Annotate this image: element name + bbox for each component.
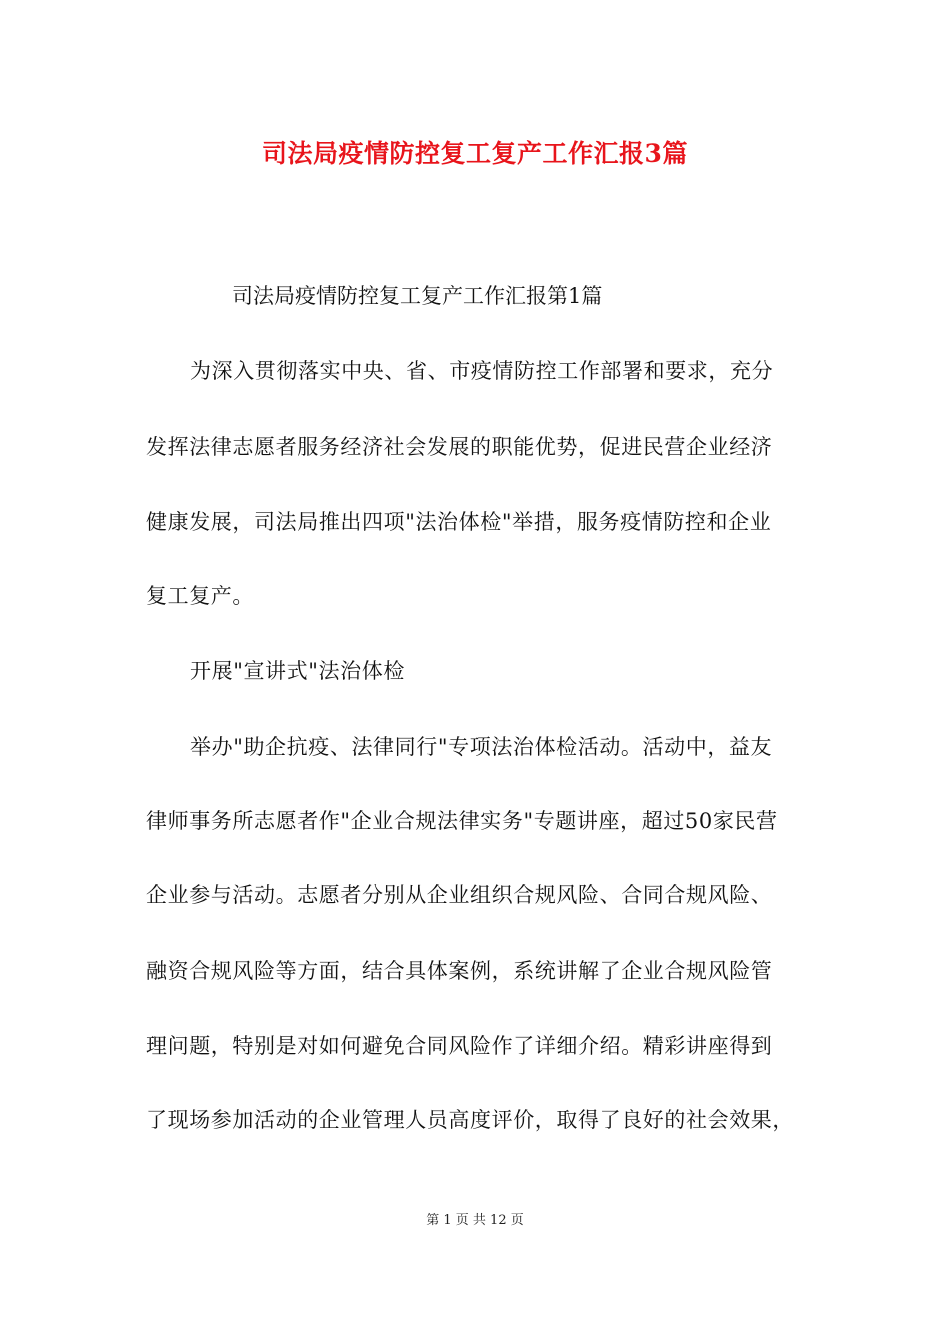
paragraph-line: 律师事务所志愿者作"企业合规法律实务"专题讲座，超过50家民营 (146, 809, 778, 833)
paragraph-line: 为深入贯彻落实中央、省、市疫情防控工作部署和要求，充分 (190, 359, 774, 383)
document-title: 司法局疫情防控复工复产工作汇报3篇 (262, 139, 688, 168)
subsection-heading: 开展"宣讲式"法治体检 (190, 659, 405, 683)
paragraph-line: 融资合规风险等方面，结合具体案例，系统讲解了企业合规风险管 (146, 959, 773, 983)
section-heading: 司法局疫情防控复工复产工作汇报第1篇 (232, 284, 603, 308)
paragraph-line: 健康发展，司法局推出四项"法治体检"举措，服务疫情防控和企业 (146, 510, 772, 534)
page-number: 第 1 页 共 12 页 (426, 1213, 524, 1228)
paragraph-line: 了现场参加活动的企业管理人员高度评价，取得了良好的社会效果， (146, 1108, 794, 1132)
paragraph-line: 举办"助企抗疫、法律同行"专项法治体检活动。活动中，益友 (190, 735, 773, 759)
paragraph-line: 企业参与活动。志愿者分别从企业组织合规风险、合同合规风险、 (146, 883, 773, 907)
paragraph-line: 理问题，特别是对如何避免合同风险作了详细介绍。精彩讲座得到 (146, 1034, 773, 1058)
paragraph-line: 发挥法律志愿者服务经济社会发展的职能优势，促进民营企业经济 (146, 435, 773, 459)
paragraph-line: 复工复产。 (146, 584, 254, 608)
